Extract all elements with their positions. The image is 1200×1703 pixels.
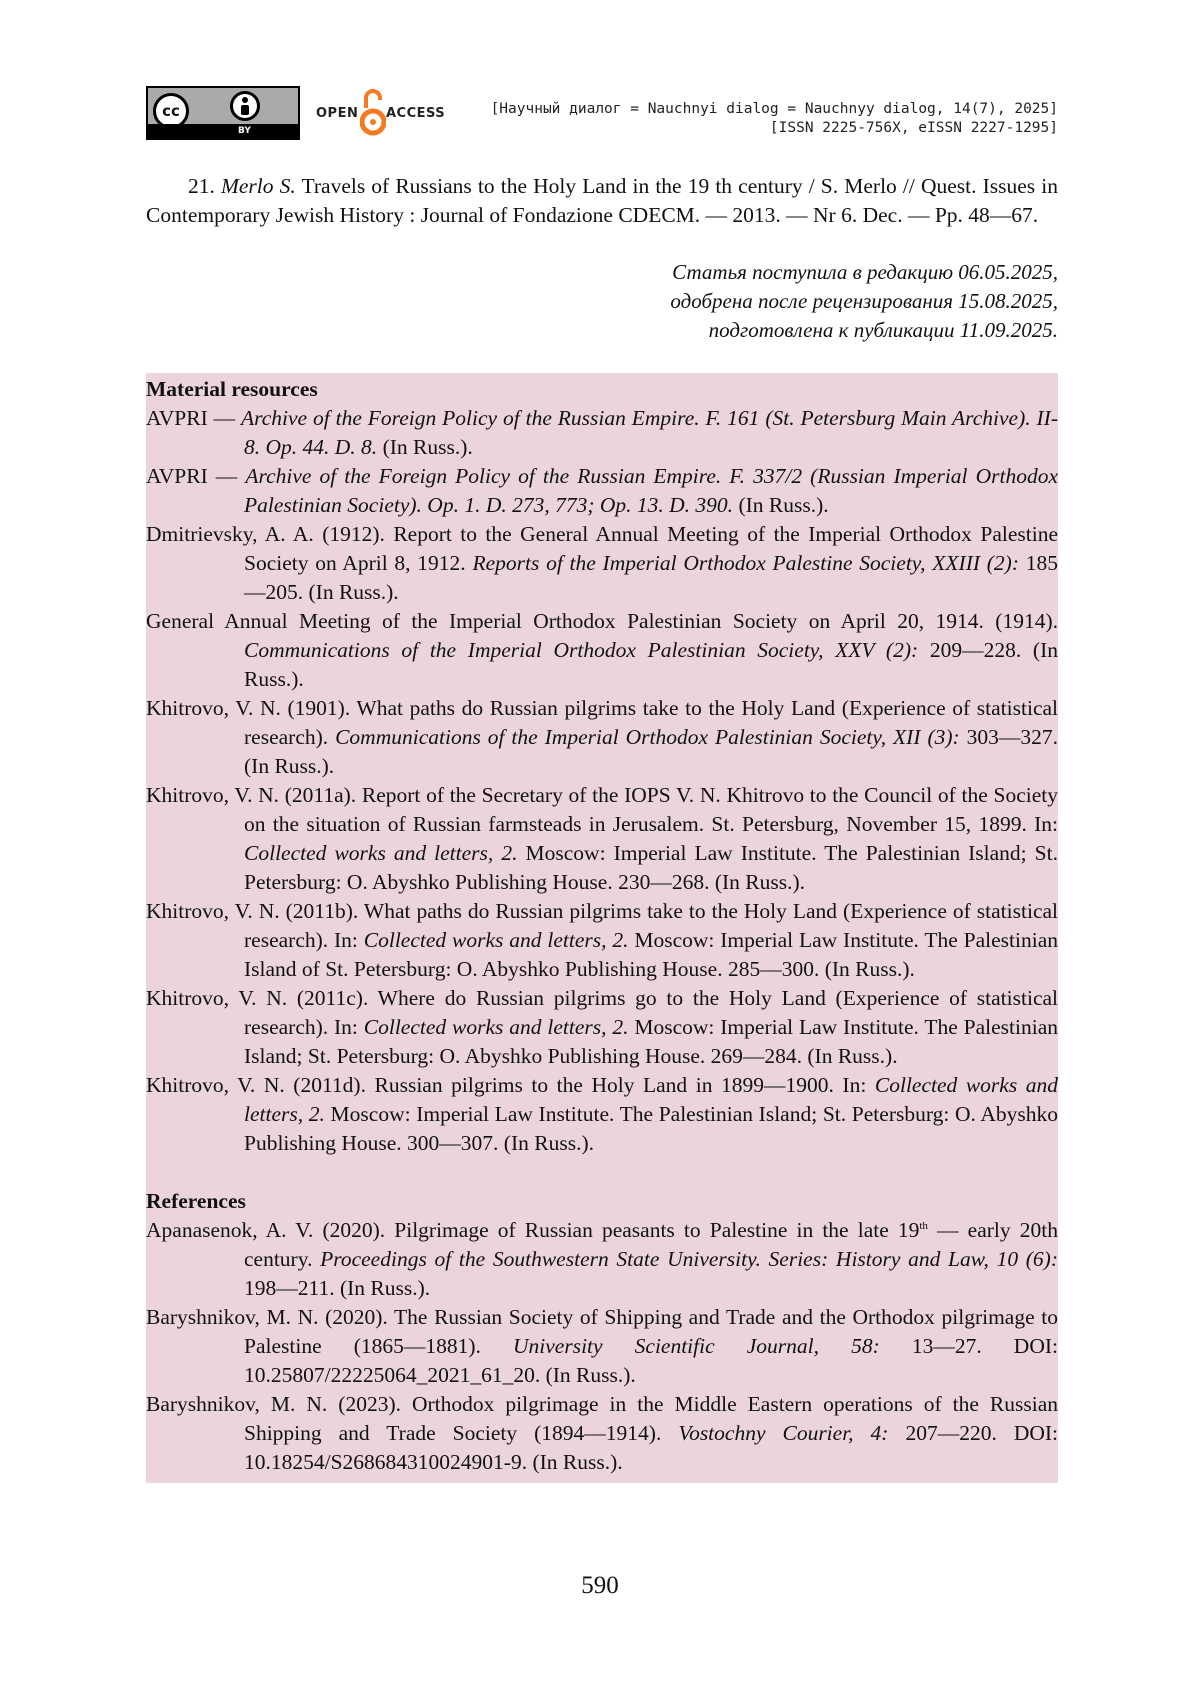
material-entry: Khitrovo, V. N. (2011c). Where do Russian pilgrims go to the Holy Land (Experience of statistical research). In: Collected works and letters, 2. Moscow: Imperial Law Institute. The Palestinian Island; St. Petersburg: O. Abyshko Publishing House. 269—284. (In Russ.). [146,986,1058,1068]
open-access-logo [316,86,466,140]
open-access-open-text: OPEN [316,106,359,121]
material-entry: Dmitrievsky, A. A. (1912). Report to the General Annual Meeting of the Imperial Orthodox Palestine Society on April 8, 1912. Reports of the Imperial Orthodox Palestine Society, XXIII (2): 185—205. (In Russ.). [146,522,1058,604]
ref-text: Travels of Russians to the Holy Land in the 19 th century / S. Merlo // Quest. Issues in Contemporary Jewish History : Journal of Fondazione CDECM. — 2013. — Nr 6. Dec. — Pp. 48—67. [146,174,1058,227]
reference-entry: Baryshnikov, M. N. (2020). The Russian Society of Shipping and Trade and the Orthodox pilgrimage to Palestine (1865—1881). University Scientific Journal, 58: 13—27. DOI: 10.25807/22225064_2021_61_20. (In Russ.). [146,1305,1058,1387]
issn-line: [ISSN 2225-756X, eISSN 2227-1295] [769,120,1058,136]
english-references-block [146,373,1058,1483]
material-entry: Khitrovo, V. N. (2011a). Report of the Secretary of the IOPS V. N. Khitrovo to the Council of the Society on the situation of Russian farmsteads in Jerusalem. St. Petersburg, November 15, 1899. In: Collected works and letters, 2. Moscow: Imperial Law Institute. The Palestinian Island; St. Petersburg: O. Abyshko Publishing House. 230—268. (In Russ.). [146,783,1058,894]
open-access-access-text: ACCESS [386,106,446,121]
material-entry: Khitrovo, V. N. (2011b). What paths do Russian pilgrims take to the Holy Land (Experience of statistical research). In: Collected works and letters, 2. Moscow: Imperial Law Institute. The Palestinian Island of St. Petersburg: O. Abyshko Publishing House. 285—300. (In Russ.). [146,899,1058,981]
material-entry: AVPRI — Archive of the Foreign Policy of the Russian Empire. F. 337/2 (Russian Imperial Orthodox Palestinian Society). Op. 1. D. 273, 773; Op. 13. D. 390. (In Russ.). [146,464,1058,517]
material-entry: Khitrovo, V. N. (1901). What paths do Russian pilgrims take to the Holy Land (Experience of statistical research). Communications of the Imperial Orthodox Palestinian Society, XII (3): 303—327. (In Russ.). [146,696,1059,778]
approved-line: одобрена после рецензирования 15.08.2025, [670,289,1058,313]
reference-21 [146,172,1058,230]
prepared-line: подготовлена к публикации 11.09.2025. [708,318,1058,342]
reference-entry: Apanasenok, A. V. (2020). Pilgrimage of Russian peasants to Palestine in the late 19th — early 20th century. Proceedings of the Southwestern State University. Series: History and Law, 10 (6): 198—211. (In Russ.). [146,1218,1058,1300]
material-entry: Khitrovo, V. N. (2011d). Russian pilgrims to the Holy Land in 1899—1900. In: Collected works and letters, 2. Moscow: Imperial Law Institute. The Palestinian Island; St. Petersburg: O. Abyshko Publishing House. 300—307. (In Russ.). [146,1073,1058,1155]
page-header [146,86,1058,142]
journal-citation: [Научный диалог = Nauchnyi dialog = Nauchnyy dialog, 14(7), 2025] [490,101,1058,117]
by-strip: BY [148,124,298,138]
material-entry: AVPRI — Archive of the Foreign Policy of the Russian Empire. F. 161 (St. Petersburg Main Archive). II-8. Op. 44. D. 8. (In Russ.). [146,406,1058,459]
journal-meta [491,100,1058,138]
cc-icon: cc [153,93,189,129]
material-resources-title: Material resources [146,377,318,401]
reference-entry: Baryshnikov, M. N. (2023). Orthodox pilgrimage in the Middle Eastern operations of the Russian Shipping and Trade Society (1894—1914). Vostochny Courier, 4: 207—220. DOI: 10.18254/S268684310024901-9. (In Russ.). [146,1392,1059,1474]
material-entry: General Annual Meeting of the Imperial Orthodox Palestinian Society on April 20, 1914. (1914). Communications of the Imperial Orthodox Palestinian Society, XXV (2): 209—228. (In Russ.). [146,609,1058,691]
page-content [146,172,1058,1483]
cc-by-license-badge[interactable] [146,86,300,140]
received-line: Статья поступила в редакцию 06.05.2025, [672,260,1058,284]
ref-author: Merlo S. [220,174,296,198]
page-number: 590 [581,1572,619,1599]
open-lock-icon [360,86,386,138]
references-title: References [146,1189,246,1213]
attribution-icon [230,91,260,121]
received-dates [146,258,1058,345]
ref-number: 21. [188,174,221,198]
